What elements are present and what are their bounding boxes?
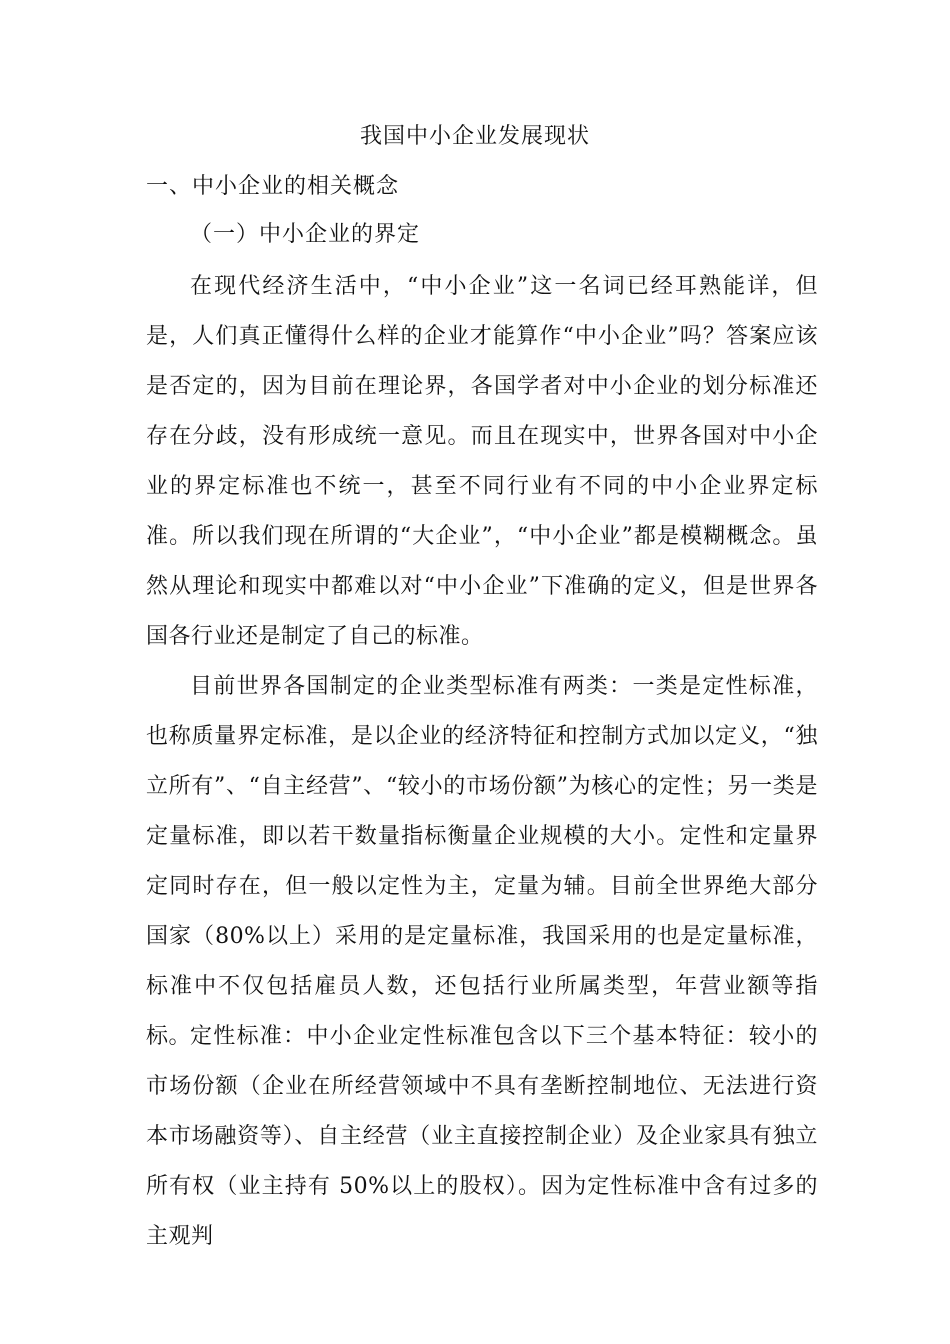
subsection-heading: （一）中小企业的界定	[190, 222, 421, 247]
body-paragraph: 定性标准：中小企业定性标准包含以下三个基本特征：较小的市场份额（企业在所经营领域中不具有垄断控制地位、无法进行资本市场融资等）、自主经营（业主直接控制企业）及企业家具有独立所有权（业主持有 50%以上的股权）。因为定性标准中含有过多的主观判	[146, 1024, 818, 1249]
section-heading: 一、中小企业的相关概念	[146, 174, 400, 199]
body-paragraph: 目前世界各国制定的企业类型标准有两类：一类是定性标准，也称质量界定标准，是以企业的经济特征和控制方式加以定义，“独立所有”、“自主经营”、“较小的市场份额”为核心的定性；另一类是定量标准，即以若干数量指标衡量企业规模的大小。定性和定量界定同时存在，但一般以定性为主，定量为辅。目前全世界绝大部分国家（80%以上）采用的是定量标准，我国采用的也是定量标准，标准中不仅包括雇员人数，还包括行业所属类型，年营业额等指标。	[146, 674, 818, 1049]
body-paragraph: 在现代经济生活中，“中小企业”这一名词已经耳熟能详，但是，人们真正懂得什么样的企业才能算作“中小企业”吗？答案应该是否定的，因为目前在理论界，各国学者对中小企业的划分标准还存在分歧，没有形成统一意见。而且在现实中，世界各国对中小企业的界定标准也不统一，甚至不同行业有不同的中小企业界定标准。所以我们现在所谓的“大企业”，“中小企业”都是模糊概念。虽然从理论和现实中都难以对“中小企业”下准确的定义，但是世界各国各行业还是制定了自己的标准。	[146, 274, 818, 649]
document-title: 我国中小企业发展现状	[359, 124, 590, 149]
